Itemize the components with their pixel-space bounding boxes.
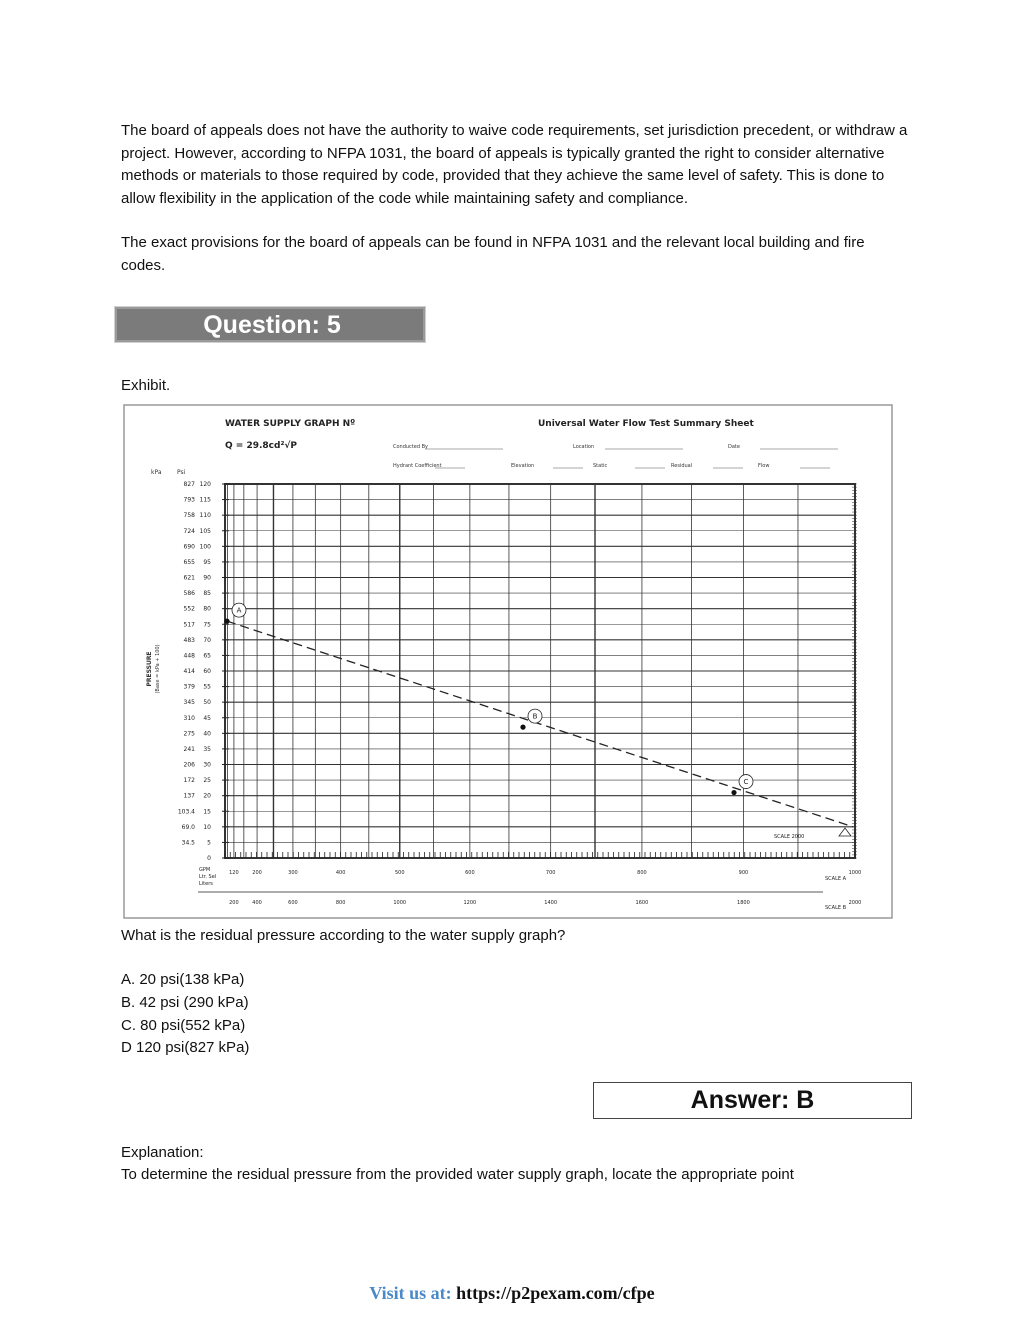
kpa-tick-label: 724 bbox=[183, 527, 195, 535]
scale-b-value: 800 bbox=[335, 900, 346, 906]
psi-tick-label: 25 bbox=[203, 777, 211, 785]
answer-label: Answer: B bbox=[690, 1086, 815, 1114]
psi-tick-label: 75 bbox=[203, 621, 211, 629]
scale-a-value: 800 bbox=[637, 870, 647, 876]
graph-formula: Q = 29.8cd²√P bbox=[225, 441, 297, 451]
scale-a-value: 1000 bbox=[848, 870, 862, 876]
pressure-axis-sublabel: (Base = kPa + 100) bbox=[155, 644, 161, 694]
kpa-tick-label: 379 bbox=[183, 683, 195, 691]
kpa-tick-label: 310 bbox=[183, 714, 195, 722]
psi-tick-label: 55 bbox=[203, 683, 211, 691]
intro-paragraph-2: The exact provisions for the board of appeals can be found in NFPA 1031 and the relevant local building and fire codes. bbox=[121, 234, 865, 274]
psi-tick-label: 85 bbox=[203, 590, 211, 598]
option-b[interactable]: B. 42 psi (290 kPa) bbox=[121, 994, 249, 1011]
scale-b-value: 1200 bbox=[463, 900, 477, 906]
psi-tick-label: 95 bbox=[203, 558, 211, 566]
explanation-heading: Explanation: bbox=[121, 1144, 204, 1161]
header-field-label: Residual bbox=[671, 463, 693, 469]
flow-test-point bbox=[520, 725, 525, 730]
psi-tick-label: 10 bbox=[203, 823, 211, 831]
kpa-tick-label: 655 bbox=[183, 558, 195, 566]
psi-tick-label: 70 bbox=[203, 636, 211, 644]
flow-test-point bbox=[731, 790, 736, 795]
scale-a-value: 120 bbox=[229, 870, 239, 876]
footer bbox=[0, 1283, 1024, 1304]
scale-b-label: SCALE B bbox=[825, 905, 847, 911]
scale-b-value: 1800 bbox=[737, 900, 750, 906]
scale-text: SCALE 2000 bbox=[774, 834, 805, 840]
kpa-tick-label: 69.0 bbox=[181, 823, 195, 831]
pressure-axis-label: PRESSURE bbox=[146, 651, 153, 687]
scale-a-value: 500 bbox=[394, 870, 405, 876]
scale-a-value: 700 bbox=[545, 870, 556, 876]
graph-title-left: WATER SUPPLY GRAPH Nº bbox=[225, 419, 356, 429]
scale-b-value: 1400 bbox=[544, 900, 558, 906]
graph-border bbox=[124, 405, 892, 918]
header-field-label: Elevation bbox=[511, 463, 535, 469]
psi-tick-label: 115 bbox=[199, 496, 211, 504]
kpa-tick-label: 483 bbox=[183, 636, 195, 644]
flow-row-label: Ltr. Sel bbox=[199, 874, 217, 880]
kpa-tick-label: 206 bbox=[183, 761, 195, 769]
header-field-label: Location bbox=[573, 444, 595, 450]
header-field-label: Flow bbox=[758, 463, 770, 469]
psi-tick-label: 40 bbox=[203, 730, 211, 738]
psi-tick-label: 45 bbox=[203, 714, 211, 722]
psi-tick-label: 30 bbox=[203, 761, 211, 769]
scale-a-value: 200 bbox=[252, 870, 262, 876]
question-banner-label: Question: 5 bbox=[203, 311, 341, 339]
psi-tick-label: 35 bbox=[203, 745, 211, 753]
kpa-tick-label: 241 bbox=[183, 745, 195, 753]
kpa-tick-label: 793 bbox=[183, 496, 195, 504]
point-label: A bbox=[236, 606, 242, 615]
scale-a-value: 400 bbox=[335, 870, 346, 876]
flow-row-label: Liters bbox=[199, 881, 213, 887]
header-field-label: Conducted By bbox=[393, 444, 428, 450]
kpa-tick-label: 172 bbox=[183, 777, 195, 785]
point-label: B bbox=[532, 712, 538, 721]
question-banner bbox=[115, 307, 425, 342]
scale-a-label: SCALE A bbox=[825, 876, 847, 882]
kpa-tick-label: 448 bbox=[183, 652, 195, 660]
kpa-tick-label: 621 bbox=[183, 574, 195, 582]
psi-unit-label: Psi bbox=[177, 469, 186, 476]
scale-b-value: 600 bbox=[288, 900, 298, 906]
psi-tick-label: 60 bbox=[203, 668, 211, 675]
psi-tick-label: 5 bbox=[207, 839, 211, 847]
footer-label: Visit us at: bbox=[369, 1283, 452, 1303]
header-field-label: Date bbox=[728, 444, 740, 450]
point-label: C bbox=[743, 778, 749, 787]
question-text: What is the residual pressure according to the water supply graph? bbox=[121, 927, 566, 944]
scale-b-value: 1000 bbox=[393, 900, 407, 906]
kpa-tick-label: 414 bbox=[183, 668, 195, 675]
psi-tick-label: 105 bbox=[199, 527, 211, 535]
psi-tick-label: 0 bbox=[207, 855, 211, 862]
psi-tick-label: 20 bbox=[203, 792, 211, 800]
option-c[interactable]: C. 80 psi(552 kPa) bbox=[121, 1017, 246, 1034]
kpa-tick-label: 345 bbox=[183, 699, 195, 707]
header-field-label: Hydrant Coefficient bbox=[393, 463, 442, 469]
kpa-tick-label: 552 bbox=[183, 605, 195, 613]
psi-tick-label: 110 bbox=[199, 512, 211, 520]
psi-tick-label: 80 bbox=[203, 605, 211, 613]
flow-row-label: GPM bbox=[199, 867, 211, 873]
graph-title-right: Universal Water Flow Test Summary Sheet bbox=[538, 419, 754, 429]
scale-a-value: 900 bbox=[738, 870, 749, 876]
kpa-tick-label: 34.5 bbox=[181, 839, 195, 847]
option-d[interactable]: D 120 psi(827 kPa) bbox=[121, 1039, 250, 1056]
kpa-unit-label: kPa bbox=[151, 469, 162, 476]
scale-b-value: 400 bbox=[252, 900, 262, 906]
kpa-tick-label: 690 bbox=[183, 543, 195, 551]
psi-tick-label: 15 bbox=[203, 808, 211, 816]
kpa-tick-label: 758 bbox=[183, 512, 195, 520]
scale-a-value: 300 bbox=[288, 870, 298, 876]
kpa-tick-label: 137 bbox=[183, 792, 195, 800]
psi-tick-label: 100 bbox=[199, 543, 211, 551]
psi-tick-label: 50 bbox=[203, 699, 211, 707]
explanation-text: To determine the residual pressure from the provided water supply graph, locate the appropriate point bbox=[121, 1166, 794, 1183]
option-a[interactable]: A. 20 psi(138 kPa) bbox=[121, 971, 245, 988]
scale-b-value: 2000 bbox=[848, 900, 862, 906]
flow-test-point bbox=[224, 619, 229, 624]
psi-tick-label: 90 bbox=[203, 574, 211, 582]
scale-b-value: 200 bbox=[229, 900, 239, 906]
psi-tick-label: 65 bbox=[203, 652, 211, 660]
exhibit-label: Exhibit. bbox=[121, 377, 171, 394]
footer-url[interactable]: https://p2pexam.com/cfpe bbox=[456, 1283, 655, 1303]
kpa-tick-label: 517 bbox=[183, 621, 195, 629]
scale-b-value: 1600 bbox=[635, 900, 649, 906]
psi-tick-label: 120 bbox=[199, 481, 211, 488]
intro-paragraph-1: The board of appeals does not have the authority to waive code requirements, set jurisdiction precedent, or withdraw a project. However, according to NFPA 1031, the board of appeals is typically granted the right to consider alternative methods or materials to those required by code, provided that they achieve the same level of safety. This is done to allow flexibility in the application of the code while maintaining safety and compliance. bbox=[121, 122, 908, 207]
kpa-tick-label: 103.4 bbox=[177, 808, 195, 816]
answer-box bbox=[593, 1082, 912, 1119]
kpa-tick-label: 275 bbox=[183, 730, 195, 738]
scale-a-value: 600 bbox=[465, 870, 475, 876]
water-supply-graph bbox=[123, 404, 893, 919]
header-field-label: Static bbox=[593, 463, 608, 469]
kpa-tick-label: 827 bbox=[183, 481, 195, 488]
kpa-tick-label: 586 bbox=[183, 590, 195, 598]
